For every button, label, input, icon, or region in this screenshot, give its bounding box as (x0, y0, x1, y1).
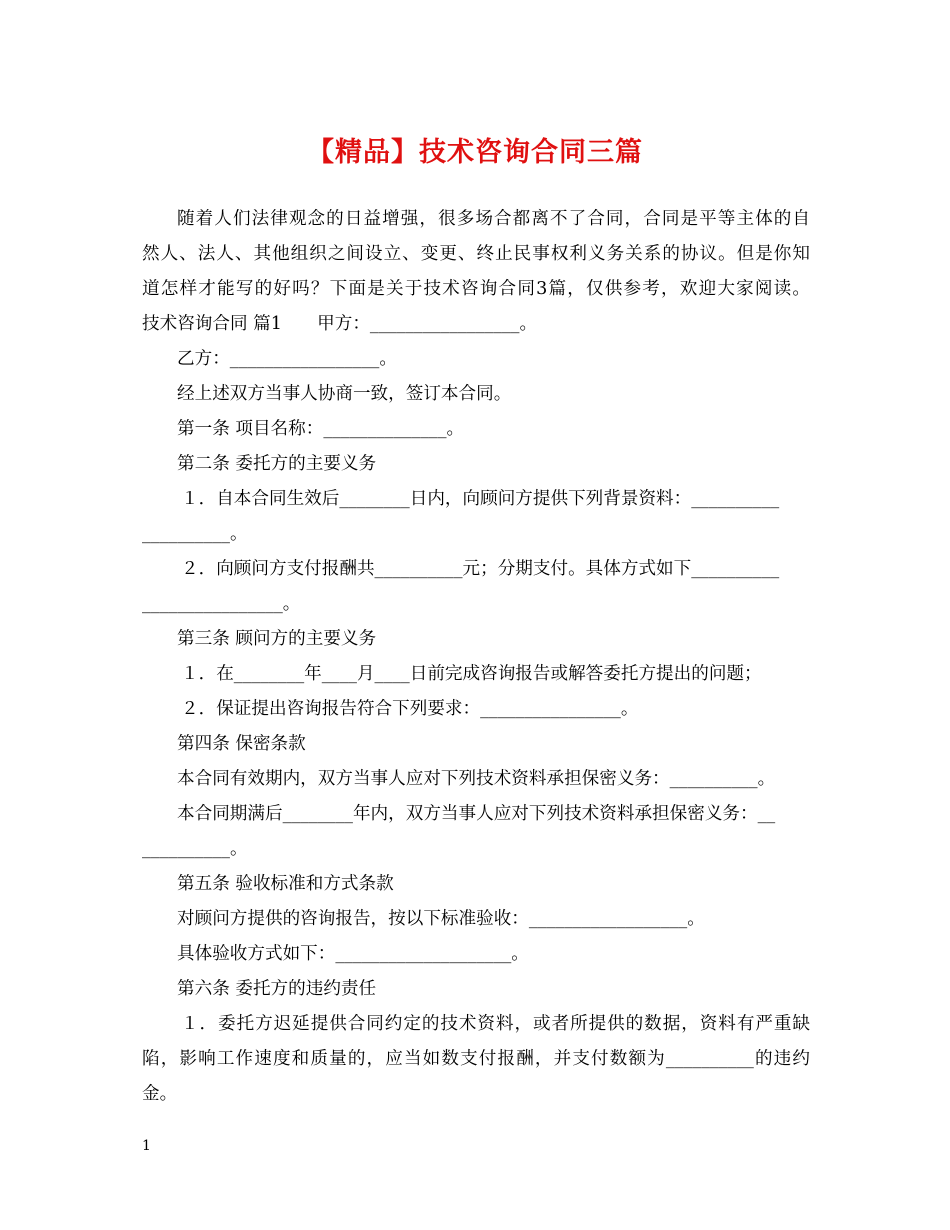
section-heading: 第四条 保密条款 (177, 734, 306, 754)
section-heading: 第二条 委托方的主要义务 (177, 454, 377, 474)
paragraph-line: 乙方：_________________。 (177, 349, 397, 369)
paragraph-line: ２．向顾问方支付报酬共__________元；分期支付。具体方式如下__________ (181, 559, 780, 579)
page-number: 1 (142, 1138, 151, 1154)
paragraph-line: 陷，影响工作速度和质量的，应当如数支付报酬，并支付数额为__________的违约 (142, 1049, 810, 1069)
paragraph-line: 然人、法人、其他组织之间设立、变更、终止民事权利义务关系的协议。但是你知 (142, 244, 810, 264)
paragraph-line: 技术咨询合同 篇1 甲方：_________________。 (142, 314, 538, 334)
paragraph-line: 第一条 项目名称：______________。 (177, 419, 465, 439)
paragraph-line: __________。 (142, 839, 248, 859)
paragraph-line: 本合同有效期内，双方当事人应对下列技术资料承担保密义务：__________。 (177, 769, 776, 789)
paragraph-line: 本合同期满后________年内，双方当事人应对下列技术资料承担保密义务：__ (177, 804, 776, 824)
document-title: 【精品】技术咨询合同三篇 (307, 137, 643, 168)
paragraph-line: 经上述双方当事人协商一致，签订本合同。 (177, 384, 512, 404)
paragraph-line: ________________。 (142, 594, 301, 614)
paragraph-line: 对顾问方提供的咨询报告，按以下标准验收：__________________。 (177, 909, 705, 929)
paragraph-line: １．自本合同生效后________日内，向顾问方提供下列背景资料：__________ (181, 489, 780, 509)
paragraph-line: __________。 (142, 524, 248, 544)
section-heading: 第三条 顾问方的主要义务 (177, 629, 377, 649)
paragraph-line: １．委托方迟延提供合同约定的技术资料，或者所提供的数据，资料有严重缺 (181, 1014, 810, 1034)
paragraph-line: 道怎样才能写的好吗？下面是关于技术咨询合同3篇，仅供参考，欢迎大家阅读。 (142, 279, 810, 299)
section-heading: 第五条 验收标准和方式条款 (177, 874, 394, 894)
section-heading: 第六条 委托方的违约责任 (177, 979, 377, 999)
paragraph-line: 具体验收方式如下：____________________。 (177, 944, 529, 964)
paragraph-line: 金。 (142, 1084, 178, 1104)
paragraph-line: 随着人们法律观念的日益增强，很多场合都离不了合同，合同是平等主体的自 (177, 209, 810, 229)
paragraph-line: １．在________年____月____日前完成咨询报告或解答委托方提出的问题； (181, 664, 762, 684)
paragraph-line: ２．保证提出咨询报告符合下列要求：________________。 (181, 699, 639, 719)
